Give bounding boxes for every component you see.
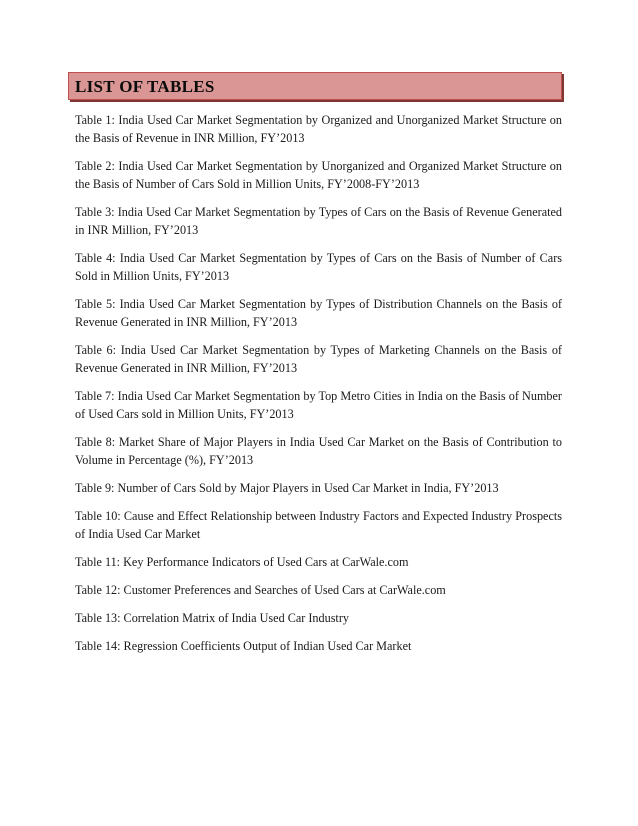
table-entry-11: Table 11: Key Performance Indicators of Used Cars at CarWale.com [75, 555, 409, 569]
table-entry-9: Table 9: Number of Cars Sold by Major Players in Used Car Market in India, FY’2013 [75, 481, 499, 495]
table-entry-2: Table 2: India Used Car Market Segmentation by Unorganized and Organized Market Structure on the Basis of Number of Cars Sold in Million Units, FY’2008-FY’2013 [75, 159, 562, 191]
table-entry-7: Table 7: India Used Car Market Segmentation by Top Metro Cities in India on the Basis of Number of Used Cars sold in Million Units, FY’2013 [75, 389, 562, 421]
table-entry-13: Table 13: Correlation Matrix of India Used Car Industry [75, 611, 349, 625]
table-entry-4: Table 4: India Used Car Market Segmentation by Types of Cars on the Basis of Number of Cars Sold in Million Units, FY’2013 [75, 251, 562, 283]
list-of-tables-heading-bar [68, 72, 562, 100]
page-title: LIST OF TABLES [75, 77, 215, 96]
table-entry-14: Table 14: Regression Coefficients Output of Indian Used Car Market [75, 639, 412, 653]
table-entry-1: Table 1: India Used Car Market Segmentation by Organized and Unorganized Market Structure on the Basis of Revenue in INR Million, FY’2013 [75, 113, 562, 145]
table-entry-3: Table 3: India Used Car Market Segmentation by Types of Cars on the Basis of Revenue Generated in INR Million, FY’2013 [75, 205, 562, 237]
table-entry-12: Table 12: Customer Preferences and Searches of Used Cars at CarWale.com [75, 583, 446, 597]
table-entry-5: Table 5: India Used Car Market Segmentation by Types of Distribution Channels on the Basis of Revenue Generated in INR Million, FY’2013 [75, 297, 562, 329]
table-entry-6: Table 6: India Used Car Market Segmentation by Types of Marketing Channels on the Basis of Revenue Generated in INR Million, FY’2013 [75, 343, 562, 375]
table-entry-8: Table 8: Market Share of Major Players in India Used Car Market on the Basis of Contribution to Volume in Percentage (%), FY’2013 [75, 435, 562, 467]
tables-list [75, 111, 562, 665]
table-entry-10: Table 10: Cause and Effect Relationship between Industry Factors and Expected Industry Prospects of India Used Car Market [75, 509, 562, 541]
